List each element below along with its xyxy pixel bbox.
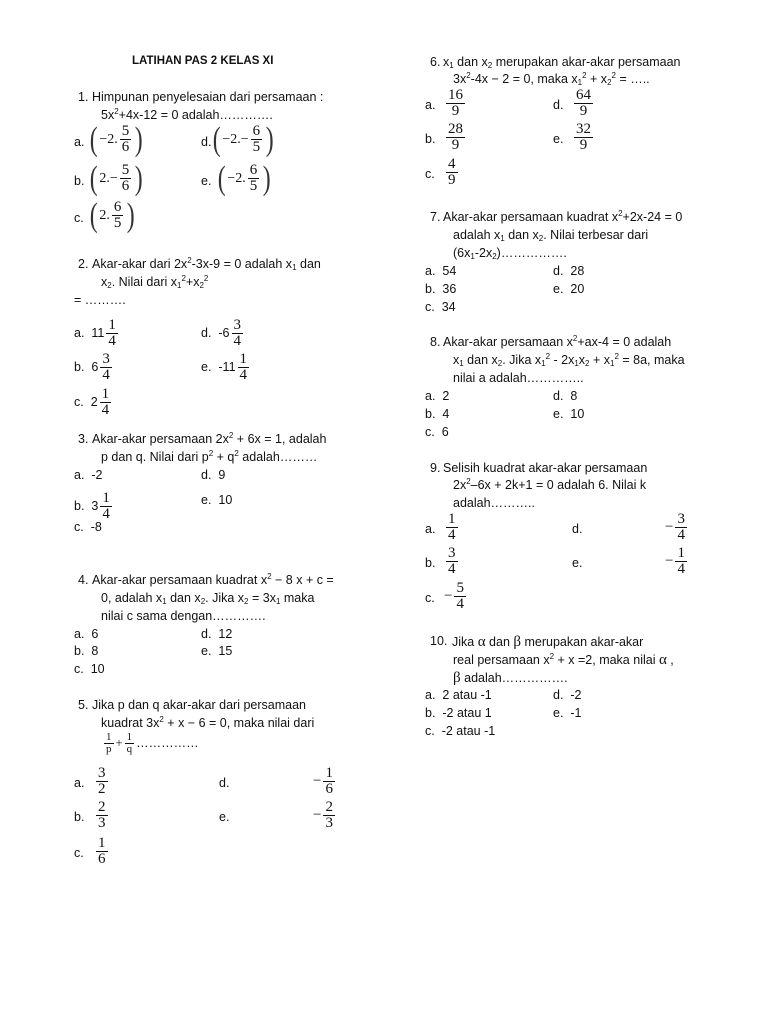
question-9-option-b[interactable]: $\frac{3}{4}$ <box>448 545 456 577</box>
question-1-number: 1. <box>78 90 89 104</box>
question-2-number: 2. <box>78 257 89 271</box>
question-8-text-line3: nilai a adalah………….. <box>453 371 584 385</box>
question-3-option-d[interactable]: d. 9 <box>201 468 226 482</box>
question-9-option-d[interactable]: − $\frac{3}{4}$ <box>665 511 685 543</box>
question-1-option-c-label[interactable]: c. <box>74 211 84 225</box>
question-9-option-d-label[interactable]: d. <box>572 522 583 536</box>
question-1-option-b-label[interactable]: b. <box>74 174 85 188</box>
question-8-option-b[interactable]: b. 4 <box>425 407 450 421</box>
question-1-text-line2: $5x^2+4x-12 = 0$ adalah…………. <box>101 107 273 122</box>
question-10-text-line2: real persamaan $x^2 + x =2$, maka nilai α , <box>453 652 674 668</box>
question-4-text-line2: 0, adalah $x_1$ dan $x_2$. Jika $x_2 = 3x_1$ maka <box>101 591 315 606</box>
question-2-option-c[interactable]: c. 2 $\frac{1}{4}$ <box>74 386 110 418</box>
question-4-text-line1: Akar-akar persamaan kuadrat $x^2 - 8$ x + c = <box>92 572 334 587</box>
question-4-number: 4. <box>78 573 89 587</box>
question-10-option-e[interactable]: e. -1 <box>553 706 582 720</box>
question-2-option-e[interactable]: e. -11 $\frac{1}{4}$ <box>201 351 248 383</box>
question-10-option-c[interactable]: c. -2 atau -1 <box>425 724 496 738</box>
question-6-option-b-label[interactable]: b. <box>425 132 436 146</box>
question-9-option-c[interactable]: − $\frac{5}{4}$ <box>444 580 464 612</box>
question-1-option-a-label[interactable]: a. <box>74 135 85 149</box>
question-9-text-line3: adalah……….. <box>453 496 535 510</box>
question-2-option-d[interactable]: d. -6 $\frac{3}{4}$ <box>201 317 242 349</box>
question-6-option-e-label[interactable]: e. <box>553 132 564 146</box>
question-3-number: 3. <box>78 432 89 446</box>
question-5-option-b[interactable]: $\frac{2}{3}$ <box>98 799 106 831</box>
question-8-option-e[interactable]: e. 10 <box>553 407 585 421</box>
question-6-option-b[interactable]: $\frac{28}{9}$ <box>448 121 463 153</box>
question-2-text-line3: = ………. <box>74 293 126 307</box>
question-5-option-e[interactable]: − $\frac{2}{3}$ <box>313 799 333 831</box>
question-10-option-a[interactable]: a. 2 atau -1 <box>425 688 492 702</box>
question-5-option-b-label[interactable]: b. <box>74 810 85 824</box>
question-7-option-c[interactable]: c. 34 <box>425 300 456 314</box>
question-4-option-d[interactable]: d. 12 <box>201 627 233 641</box>
question-6-option-a-label[interactable]: a. <box>425 98 436 112</box>
question-3-option-b[interactable]: b. 3 $\frac{1}{4}$ <box>74 490 110 522</box>
question-5-text-line2: kuadrat $3x^2 + x - 6 = 0$, maka nilai dari <box>101 715 315 730</box>
question-5-text-line1: Jika p dan q akar-akar dari persamaan <box>92 698 307 712</box>
question-9-option-a[interactable]: $\frac{1}{4}$ <box>448 511 456 543</box>
question-6-option-e[interactable]: $\frac{32}{9}$ <box>576 121 591 153</box>
question-8-number: 8. <box>430 335 441 349</box>
question-9-option-e-label[interactable]: e. <box>572 556 583 570</box>
question-10-text-line3: β adalah……………. <box>453 670 568 686</box>
question-5-option-c[interactable]: $\frac{1}{6}$ <box>98 835 106 867</box>
question-6-number: 6. <box>430 55 441 69</box>
question-9-option-a-label[interactable]: a. <box>425 522 436 536</box>
question-7-option-a[interactable]: a. 54 <box>425 264 457 278</box>
question-1-option-c[interactable]: ( 2. $\frac{6}{5}$ ) <box>89 196 135 234</box>
question-2-text-line2: $x_2$. Nilai dari $x_1^2+x_2^2$ <box>101 274 209 290</box>
question-8-option-d[interactable]: d. 8 <box>553 389 578 403</box>
question-5-option-a-label[interactable]: a. <box>74 776 85 790</box>
question-7-option-e[interactable]: e. 20 <box>553 282 585 296</box>
question-5-option-d-label[interactable]: d. <box>219 776 230 790</box>
question-1-option-e-label[interactable]: e. <box>201 174 212 188</box>
question-3-option-e[interactable]: e. 10 <box>201 493 233 507</box>
question-1-option-e[interactable]: ( −2. $\frac{6}{5}$ ) <box>217 159 271 197</box>
question-6-option-a[interactable]: $\frac{16}{9}$ <box>448 87 463 119</box>
question-3-option-a[interactable]: a. -2 <box>74 468 103 482</box>
question-7-text-line3: $(6x_1-2x_2)\dots\dots\dots\dots\dots$. <box>453 246 567 261</box>
question-7-text-line1: Akar-akar persamaan kuadrat $x^2+2x-24 = 0$ <box>443 209 683 224</box>
question-3-text-line1: Akar-akar persamaan $2x^2 + 6x = 1$, adalah <box>92 431 327 446</box>
question-6-option-d[interactable]: $\frac{64}{9}$ <box>576 87 591 119</box>
question-5-option-c-label[interactable]: c. <box>74 846 84 860</box>
question-7-option-d[interactable]: d. 28 <box>553 264 585 278</box>
question-10-number: 10. <box>430 634 448 648</box>
question-4-option-b[interactable]: b. 8 <box>74 644 99 658</box>
question-5-option-a[interactable]: $\frac{3}{2}$ <box>98 765 106 797</box>
question-1-option-b[interactable]: ( 2.− $\frac{5}{6}$ ) <box>89 159 143 197</box>
question-9-option-c-label[interactable]: c. <box>425 591 435 605</box>
question-1-option-d[interactable]: ( −2.− $\frac{6}{5}$ ) <box>212 120 274 158</box>
question-2-option-b[interactable]: b. 6 $\frac{3}{4}$ <box>74 351 110 383</box>
question-4-option-a[interactable]: a. 6 <box>74 627 99 641</box>
question-9-text-line2: $2x^2-6x + 2k+1 = 0$ adalah 6. Nilai k <box>453 477 647 492</box>
question-9-option-b-label[interactable]: b. <box>425 556 436 570</box>
question-5-option-e-label[interactable]: e. <box>219 810 230 824</box>
question-10-option-d[interactable]: d. -2 <box>553 688 582 702</box>
question-5-option-d[interactable]: − $\frac{1}{6}$ <box>313 765 333 797</box>
question-6-option-c-label[interactable]: c. <box>425 167 435 181</box>
question-6-option-c[interactable]: $\frac{4}{9}$ <box>448 156 456 188</box>
question-1-text-line1: Himpunan penyelesaian dari persamaan : <box>92 90 324 104</box>
question-8-text-line2: $x_1$ dan $x_2$. Jika $x_1^2 - 2x_1x_2 + x_1^2 = 8a$, maka <box>453 352 685 368</box>
question-8-option-a[interactable]: a. 2 <box>425 389 450 403</box>
question-1-option-a[interactable]: ( −2. $\frac{5}{6}$ ) <box>89 120 143 158</box>
question-9-number: 9. <box>430 461 441 475</box>
question-3-option-c[interactable]: c. -8 <box>74 520 102 534</box>
question-4-option-e[interactable]: e. 15 <box>201 644 233 658</box>
question-7-text-line2: adalah $x_1$ dan $x_2$. Nilai terbesar dari <box>453 228 649 243</box>
question-1-option-d-label[interactable]: d. <box>201 135 212 149</box>
question-2-option-a[interactable]: a. 11 $\frac{1}{4}$ <box>74 317 116 349</box>
question-10-option-b[interactable]: b. -2 atau 1 <box>425 706 492 720</box>
question-5-number: 5. <box>78 698 89 712</box>
question-6-text-line2: $3x^2-4x - 2 = 0$, maka $x_1^2 + x_2^2$ = ….. <box>453 71 650 87</box>
question-9-text-line1: Selisih kuadrat akar-akar persamaan <box>443 461 648 475</box>
question-6-option-d-label[interactable]: d. <box>553 98 564 112</box>
question-10-text-line1: Jika α dan β merupakan akar-akar <box>452 634 644 650</box>
question-6-text-line1: $x_1$ dan $x_2$ merupakan akar-akar persamaan <box>443 55 681 70</box>
question-4-option-c[interactable]: c. 10 <box>74 662 105 676</box>
question-9-option-e[interactable]: − $\frac{1}{4}$ <box>665 545 685 577</box>
question-7-option-b[interactable]: b. 36 <box>425 282 457 296</box>
question-7-number: 7. <box>430 210 441 224</box>
question-8-option-c[interactable]: c. 6 <box>425 425 449 439</box>
question-5-expression: $\frac{1}{p}$ + $\frac{1}{q}$ …………… <box>106 731 199 755</box>
question-8-text-line1: Akar-akar persamaan $x^2+ax-4 = 0$ adalah <box>443 334 672 349</box>
question-4-text-line3: nilai c sama dengan…………. <box>101 609 266 623</box>
page-title: LATIHAN PAS 2 KELAS XI <box>132 55 274 67</box>
question-2-text-line1: Akar-akar dari $2x^2-3x-9 = 0$ adalah $x_1$ dan <box>92 256 321 272</box>
question-3-text-line2: p dan q. Nilai dari $p^2 + q^2$ adalah……… <box>101 449 318 464</box>
